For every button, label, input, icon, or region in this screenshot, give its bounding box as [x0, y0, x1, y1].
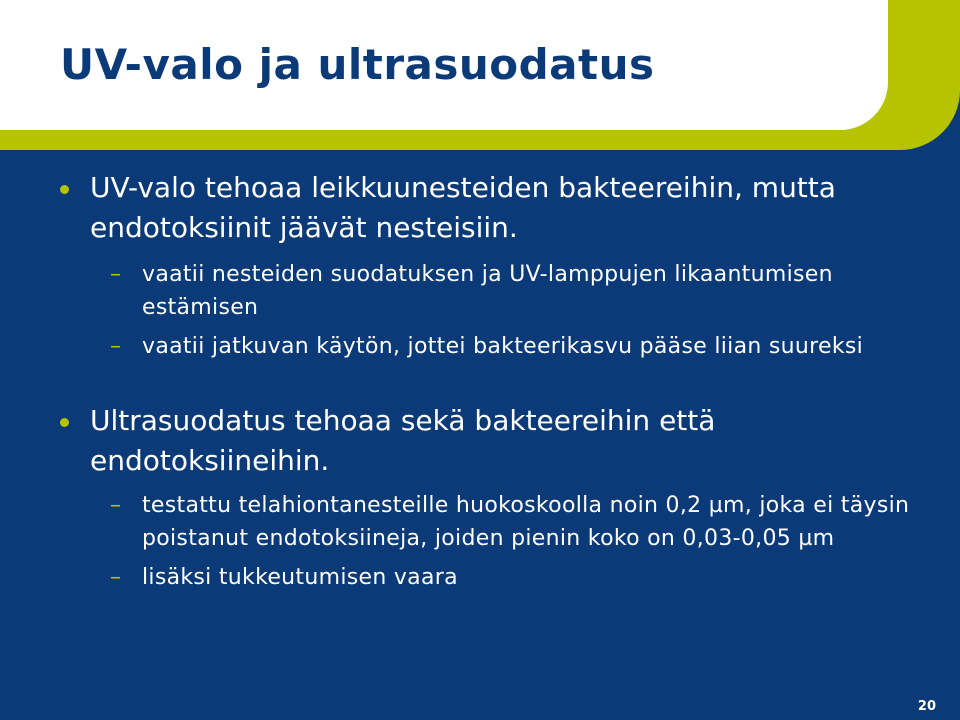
page-number: 20	[917, 699, 936, 714]
bullet-item	[58, 401, 938, 481]
bullet-text: Ultrasuodatus tehoaa sekä bakteereihin että endotoksiineihin.	[90, 404, 716, 477]
sub-bullet-item	[58, 561, 938, 594]
sub-bullet-text: vaatii jatkuvan käytön, jottei bakteerikasvu pääse liian suureksi	[142, 334, 864, 359]
sub-bullet-item	[58, 258, 938, 324]
dash-icon: –	[110, 334, 122, 359]
bullet-item	[58, 168, 938, 248]
sub-bullet-item	[58, 330, 938, 363]
dash-icon: –	[110, 565, 122, 590]
bullet-dot-icon	[60, 185, 69, 194]
dash-icon: –	[110, 493, 122, 518]
title-area	[0, 0, 888, 130]
sub-bullet-item	[58, 489, 938, 555]
sub-bullet-text: testattu telahiontanesteille huokoskoolla noin 0,2 µm, joka ei täysin poistanut endotoksiineja, joiden pienin koko on 0,03-0,05 µm	[142, 493, 910, 551]
bullet-text: UV-valo tehoaa leikkuunesteiden bakteereihin, mutta endotoksiinit jäävät nesteisiin.	[90, 171, 836, 244]
sub-bullet-text: lisäksi tukkeutumisen vaara	[142, 565, 458, 590]
bullet-dot-icon	[60, 418, 69, 427]
sub-bullet-text: vaatii nesteiden suodatuksen ja UV-lamppujen likaantumisen estämisen	[142, 262, 833, 320]
slide-content	[58, 168, 938, 594]
slide-title: UV-valo ja ultrasuodatus	[60, 40, 655, 89]
dash-icon: –	[110, 262, 122, 287]
